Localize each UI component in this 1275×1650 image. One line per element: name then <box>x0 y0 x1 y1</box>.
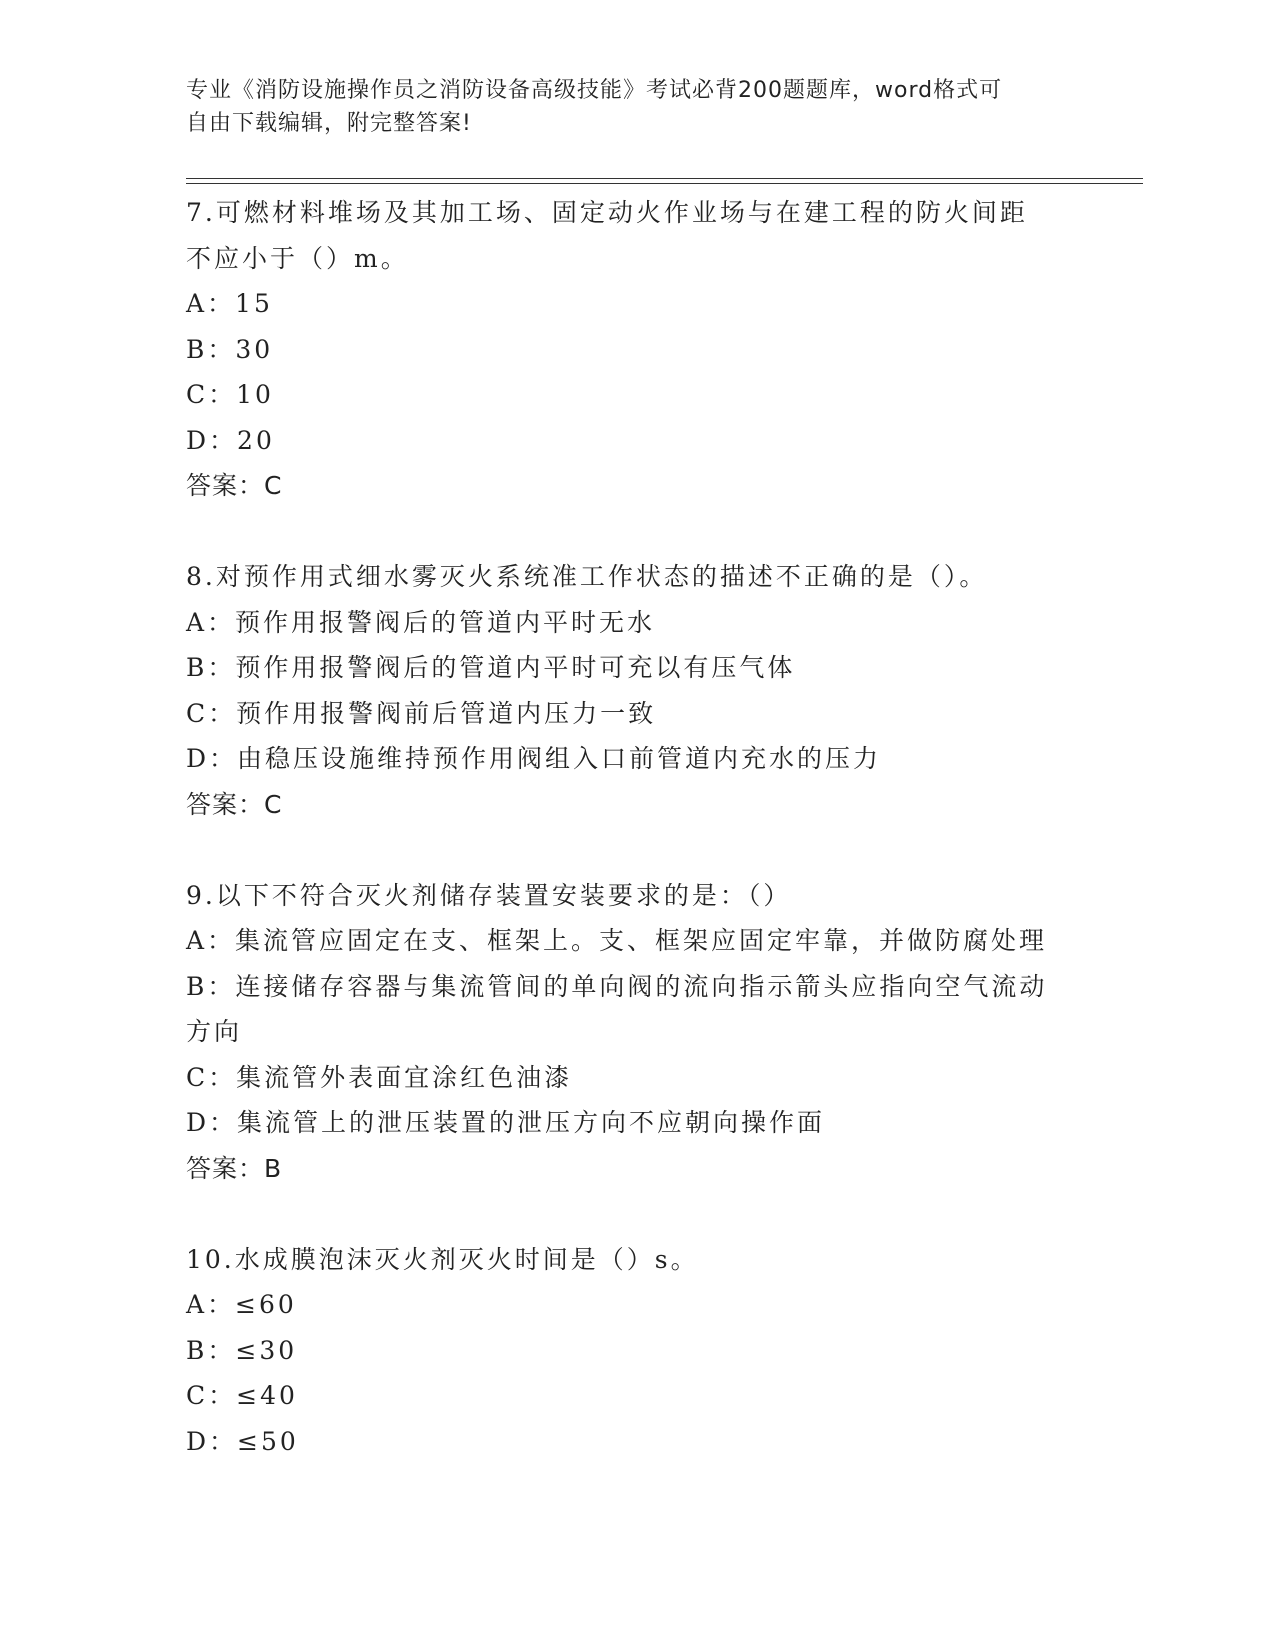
question-8 <box>186 554 1146 827</box>
option-b: B：≤30 <box>186 1335 298 1365</box>
header-line-1: 专业《消防设施操作员之消防设备高级技能》考试必背200题题库，word格式可 <box>186 78 1003 103</box>
document-header <box>186 74 1086 140</box>
question-stem: 不应小于（）m。 <box>186 243 409 273</box>
spacer <box>186 1191 1146 1237</box>
option-b-continued: 方向 <box>186 1017 243 1046</box>
option-c: C：10 <box>186 380 274 409</box>
question-stem: 8.对预作用式细水雾灭火系统准工作状态的描述不正确的是（）。 <box>186 562 988 591</box>
question-9 <box>186 873 1146 1192</box>
option-d: D：≤50 <box>186 1426 299 1456</box>
question-list <box>186 190 1146 1464</box>
option-b: B：预作用报警阀后的管道内平时可充以有压气体 <box>186 653 796 682</box>
question-7 <box>186 190 1146 509</box>
option-a: A：≤60 <box>186 1290 297 1319</box>
header-rule-top <box>186 178 1143 179</box>
option-c: C：≤40 <box>186 1381 298 1410</box>
question-stem: 9.以下不符合灭火剂储存装置安装要求的是：（） <box>186 880 792 910</box>
option-a: A：预作用报警阀后的管道内平时无水 <box>186 607 656 637</box>
option-d: D：由稳压设施维持预作用阀组入口前管道内充水的压力 <box>186 744 882 773</box>
question-stem: 10.水成膜泡沫灭火剂灭火时间是（）s。 <box>186 1244 699 1274</box>
option-b: B：30 <box>186 334 274 364</box>
header-rule-bottom <box>186 183 1143 184</box>
option-d: D：20 <box>186 425 275 455</box>
spacer <box>186 827 1146 873</box>
answer: 答案：B <box>186 1153 283 1183</box>
header-line-2: 自由下载编辑，附完整答案! <box>186 111 472 136</box>
option-d: D：集流管上的泄压装置的泄压方向不应朝向操作面 <box>186 1108 826 1137</box>
option-a: A：集流管应固定在支、框架上。支、框架应固定牢靠，并做防腐处理 <box>186 926 1048 955</box>
option-c: C：集流管外表面宜涂红色油漆 <box>186 1062 573 1092</box>
option-c: C：预作用报警阀前后管道内压力一致 <box>186 698 657 728</box>
question-stem: 7.可燃材料堆场及其加工场、固定动火作业场与在建工程的防火间距 <box>186 198 1028 227</box>
answer: 答案：C <box>186 471 283 500</box>
option-a: A：15 <box>186 289 273 318</box>
question-10 <box>186 1237 1146 1465</box>
answer: 答案：C <box>186 789 283 819</box>
spacer <box>186 509 1146 555</box>
option-b: B：连接储存容器与集流管间的单向阀的流向指示箭头应指向空气流动 <box>186 971 1048 1001</box>
